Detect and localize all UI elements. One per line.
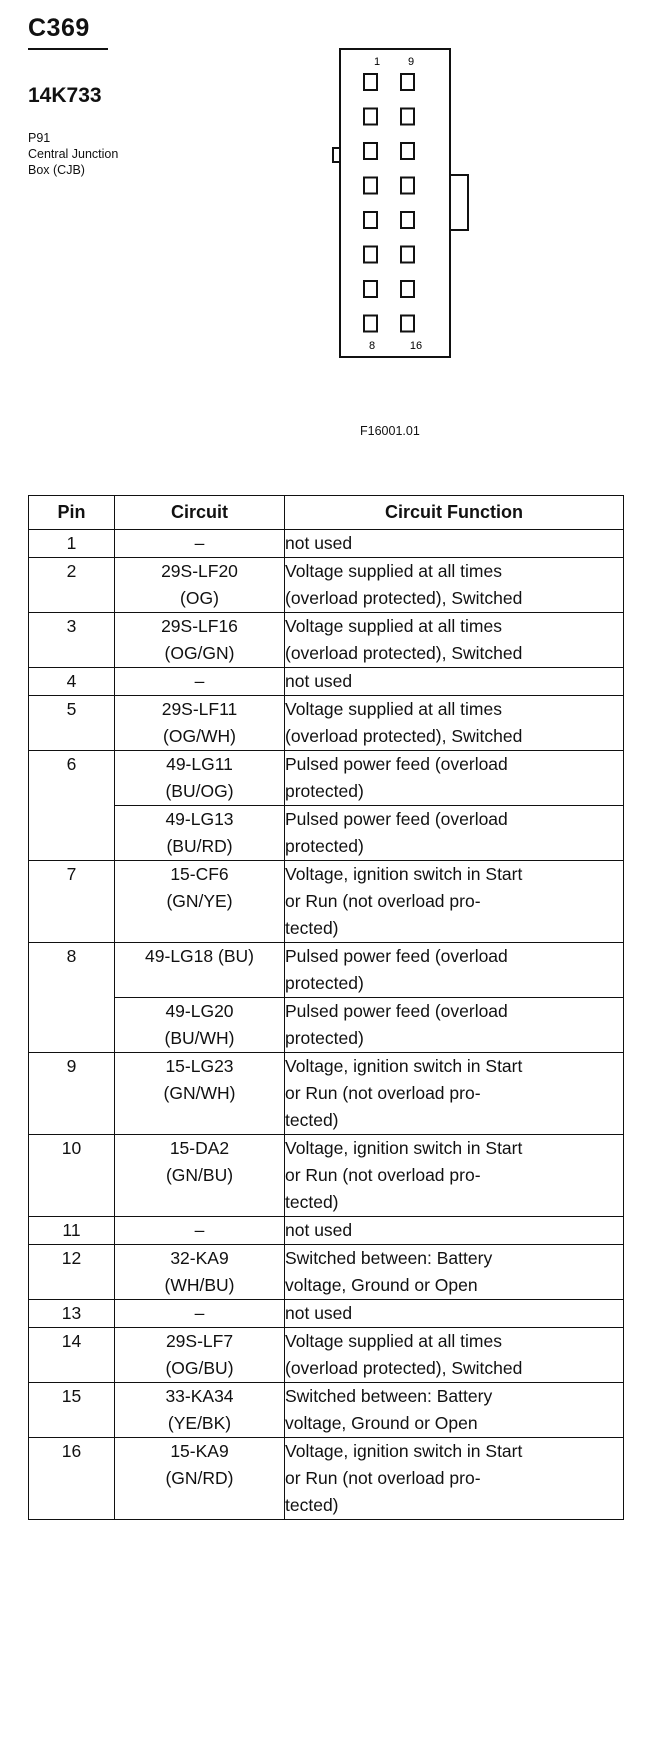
circuit-function-cell <box>285 998 624 1053</box>
function-line: Switched between: Battery <box>285 1386 493 1406</box>
pin-number: 15 <box>29 1383 115 1438</box>
pin-cavity <box>364 281 377 297</box>
pin-number: 13 <box>29 1300 115 1328</box>
pin-number: 8 <box>29 943 115 1053</box>
function-line: protected) <box>285 836 364 856</box>
table-row <box>29 1300 624 1328</box>
connector-description <box>28 130 118 178</box>
circuit-cell <box>115 1383 285 1438</box>
function-line: not used <box>285 1220 353 1240</box>
function-line: Voltage supplied at all times <box>285 616 502 636</box>
function-line: Voltage, ignition switch in Start <box>285 1138 523 1158</box>
function-line: Pulsed power feed (overload <box>285 754 508 774</box>
table-row <box>29 1217 624 1245</box>
pin-cavity <box>401 109 414 125</box>
pin-number: 2 <box>29 558 115 613</box>
function-line: Pulsed power feed (overload <box>285 946 508 966</box>
function-line: voltage, Ground or Open <box>285 1275 478 1295</box>
circuit-line: 32-KA9 <box>170 1248 229 1268</box>
circuit-function-cell <box>285 1383 624 1438</box>
connector-code: C369 <box>28 14 90 42</box>
circuit-line: 29S-LF7 <box>165 1331 234 1351</box>
pin-number: 14 <box>29 1328 115 1383</box>
circuit-line: – <box>194 533 205 553</box>
function-line: (overload protected), Switched <box>285 1358 523 1378</box>
function-line: protected) <box>285 781 364 801</box>
pin-cavity <box>364 247 377 263</box>
pin-cavity <box>401 316 414 332</box>
function-line: tected) <box>285 1495 339 1515</box>
circuit-line: (GN/RD) <box>165 1468 234 1488</box>
circuit-line: 49-LG11 <box>166 754 233 774</box>
circuit-cell <box>115 998 285 1053</box>
pin-table-body <box>29 530 624 1520</box>
function-line: Voltage supplied at all times <box>285 1331 502 1351</box>
header-pin: Pin <box>29 496 115 530</box>
pin-cavity <box>401 74 414 90</box>
pin-cavity <box>401 247 414 263</box>
pin-cavity <box>364 212 377 228</box>
connector-face-diagram <box>326 48 484 410</box>
circuit-function-cell <box>285 530 624 558</box>
circuit-line: (WH/BU) <box>164 1275 235 1295</box>
circuit-line: 49-LG20 <box>165 1001 234 1021</box>
circuit-cell <box>115 751 285 806</box>
table-row <box>29 530 624 558</box>
circuit-line: (OG) <box>180 588 219 608</box>
circuit-line: (GN/BU) <box>165 1165 234 1185</box>
header-circuit: Circuit <box>115 496 285 530</box>
function-line: Voltage supplied at all times <box>285 699 502 719</box>
circuit-function-cell <box>285 1245 624 1300</box>
table-row <box>29 1245 624 1300</box>
pin-number: 5 <box>29 696 115 751</box>
circuit-cell <box>115 613 285 668</box>
table-row <box>29 1328 624 1383</box>
circuit-cell <box>115 1053 285 1135</box>
pin-number: 9 <box>29 1053 115 1135</box>
description-line: Box (CJB) <box>28 163 85 177</box>
circuit-line: 15-LG23 <box>165 1056 234 1076</box>
pin-cavity <box>364 74 377 90</box>
function-line: not used <box>285 671 353 691</box>
pin-number: 11 <box>29 1217 115 1245</box>
circuit-line: (GN/YE) <box>166 891 233 911</box>
circuit-line: – <box>194 1220 205 1240</box>
table-row <box>29 1053 624 1135</box>
circuit-line: (BU/WH) <box>164 1028 235 1048</box>
circuit-line: (OG/BU) <box>165 1358 234 1378</box>
circuit-function-cell <box>285 558 624 613</box>
circuit-line: (GN/WH) <box>163 1083 236 1103</box>
circuit-function-cell <box>285 751 624 806</box>
keyway-right <box>450 175 468 230</box>
pin-cavity <box>401 212 414 228</box>
table-header-row <box>29 496 624 530</box>
function-line: protected) <box>285 1028 364 1048</box>
function-line: protected) <box>285 973 364 993</box>
circuit-function-cell <box>285 861 624 943</box>
function-line: Switched between: Battery <box>285 1248 493 1268</box>
pin-number: 6 <box>29 751 115 861</box>
function-line: (overload protected), Switched <box>285 588 523 608</box>
table-row <box>29 998 624 1053</box>
circuit-line: – <box>194 1303 205 1323</box>
circuit-function-cell <box>285 1053 624 1135</box>
pin-cavity <box>364 143 377 159</box>
circuit-line: 15-CF6 <box>170 864 229 884</box>
table-row <box>29 861 624 943</box>
table-row <box>29 696 624 751</box>
function-line: or Run (not overload pro- <box>285 1165 481 1185</box>
circuit-function-cell <box>285 1328 624 1383</box>
function-line: Pulsed power feed (overload <box>285 809 508 829</box>
circuit-function-cell <box>285 1300 624 1328</box>
pin-cavity <box>364 109 377 125</box>
locking-tab-left <box>333 148 340 162</box>
function-line: Voltage, ignition switch in Start <box>285 1441 523 1461</box>
circuit-cell <box>115 696 285 751</box>
circuit-line: 49-LG13 <box>165 809 234 829</box>
circuit-cell <box>115 1217 285 1245</box>
header-circuit-function: Circuit Function <box>285 496 624 530</box>
circuit-cell <box>115 1245 285 1300</box>
function-line: Voltage, ignition switch in Start <box>285 1056 523 1076</box>
table-row <box>29 668 624 696</box>
circuit-cell <box>115 806 285 861</box>
circuit-line: – <box>194 671 205 691</box>
connector-housing <box>340 49 450 357</box>
circuit-line: 29S-LF20 <box>161 561 238 581</box>
function-line: or Run (not overload pro- <box>285 1083 481 1103</box>
circuit-line: (OG/GN) <box>164 643 235 663</box>
pin-label-9: 9 <box>407 56 415 68</box>
pin-number: 3 <box>29 613 115 668</box>
function-line: Voltage supplied at all times <box>285 561 502 581</box>
circuit-cell <box>115 1328 285 1383</box>
circuit-cell <box>115 530 285 558</box>
circuit-line: 29S-LF16 <box>161 616 238 636</box>
function-line: or Run (not overload pro- <box>285 1468 481 1488</box>
pin-cavity <box>401 178 414 194</box>
circuit-function-cell <box>285 1135 624 1217</box>
table-row <box>29 1383 624 1438</box>
circuit-line: 29S-LF11 <box>161 699 238 719</box>
pin-number: 10 <box>29 1135 115 1217</box>
function-line: tected) <box>285 918 339 938</box>
table-row <box>29 806 624 861</box>
table-row <box>29 943 624 998</box>
function-line: or Run (not overload pro- <box>285 891 481 911</box>
circuit-line: 15-KA9 <box>170 1441 229 1461</box>
function-line: not used <box>285 1303 353 1323</box>
circuit-function-cell <box>285 696 624 751</box>
function-line: (overload protected), Switched <box>285 643 523 663</box>
circuit-function-cell <box>285 943 624 998</box>
function-line: Pulsed power feed (overload <box>285 1001 508 1021</box>
pin-table <box>28 495 624 1520</box>
description-line: Central Junction <box>28 147 119 161</box>
pin-number: 1 <box>29 530 115 558</box>
circuit-function-cell <box>285 1217 624 1245</box>
circuit-cell <box>115 943 285 998</box>
circuit-cell <box>115 1135 285 1217</box>
function-line: not used <box>285 533 353 553</box>
pin-number: 12 <box>29 1245 115 1300</box>
table-row <box>29 1438 624 1520</box>
table-row <box>29 558 624 613</box>
circuit-function-cell <box>285 668 624 696</box>
circuit-line: 15-DA2 <box>169 1138 230 1158</box>
circuit-line: 33-KA34 <box>165 1386 234 1406</box>
circuit-line: (OG/WH) <box>163 726 236 746</box>
pin-number: 7 <box>29 861 115 943</box>
figure-id: F16001.01 <box>360 424 420 438</box>
part-number: 14K733 <box>28 84 102 107</box>
circuit-cell <box>115 861 285 943</box>
circuit-line: (BU/OG) <box>165 781 234 801</box>
pin-label-1: 1 <box>373 56 381 68</box>
pin-number: 4 <box>29 668 115 696</box>
circuit-function-cell <box>285 1438 624 1520</box>
table-row <box>29 751 624 806</box>
circuit-function-cell <box>285 806 624 861</box>
table-row <box>29 1135 624 1217</box>
circuit-line: (YE/BK) <box>167 1413 232 1433</box>
pin-number: 16 <box>29 1438 115 1520</box>
circuit-function-cell <box>285 613 624 668</box>
circuit-cell <box>115 558 285 613</box>
function-line: tected) <box>285 1192 339 1212</box>
pin-cavity <box>364 178 377 194</box>
circuit-cell <box>115 1438 285 1520</box>
circuit-cell <box>115 668 285 696</box>
function-line: (overload protected), Switched <box>285 726 523 746</box>
pin-label-16: 16 <box>409 340 423 352</box>
circuit-line: (BU/RD) <box>166 836 233 856</box>
pin-cavity <box>364 316 377 332</box>
table-row <box>29 613 624 668</box>
pin-cavity <box>401 281 414 297</box>
pin-cavities <box>364 74 414 332</box>
description-line: P91 <box>28 131 51 145</box>
function-line: tected) <box>285 1110 339 1130</box>
function-line: voltage, Ground or Open <box>285 1413 478 1433</box>
pin-cavity <box>401 143 414 159</box>
circuit-line: 49-LG18 (BU) <box>145 946 254 966</box>
pin-label-8: 8 <box>368 340 376 352</box>
function-line: Voltage, ignition switch in Start <box>285 864 523 884</box>
circuit-cell <box>115 1300 285 1328</box>
title-underline <box>28 48 108 50</box>
